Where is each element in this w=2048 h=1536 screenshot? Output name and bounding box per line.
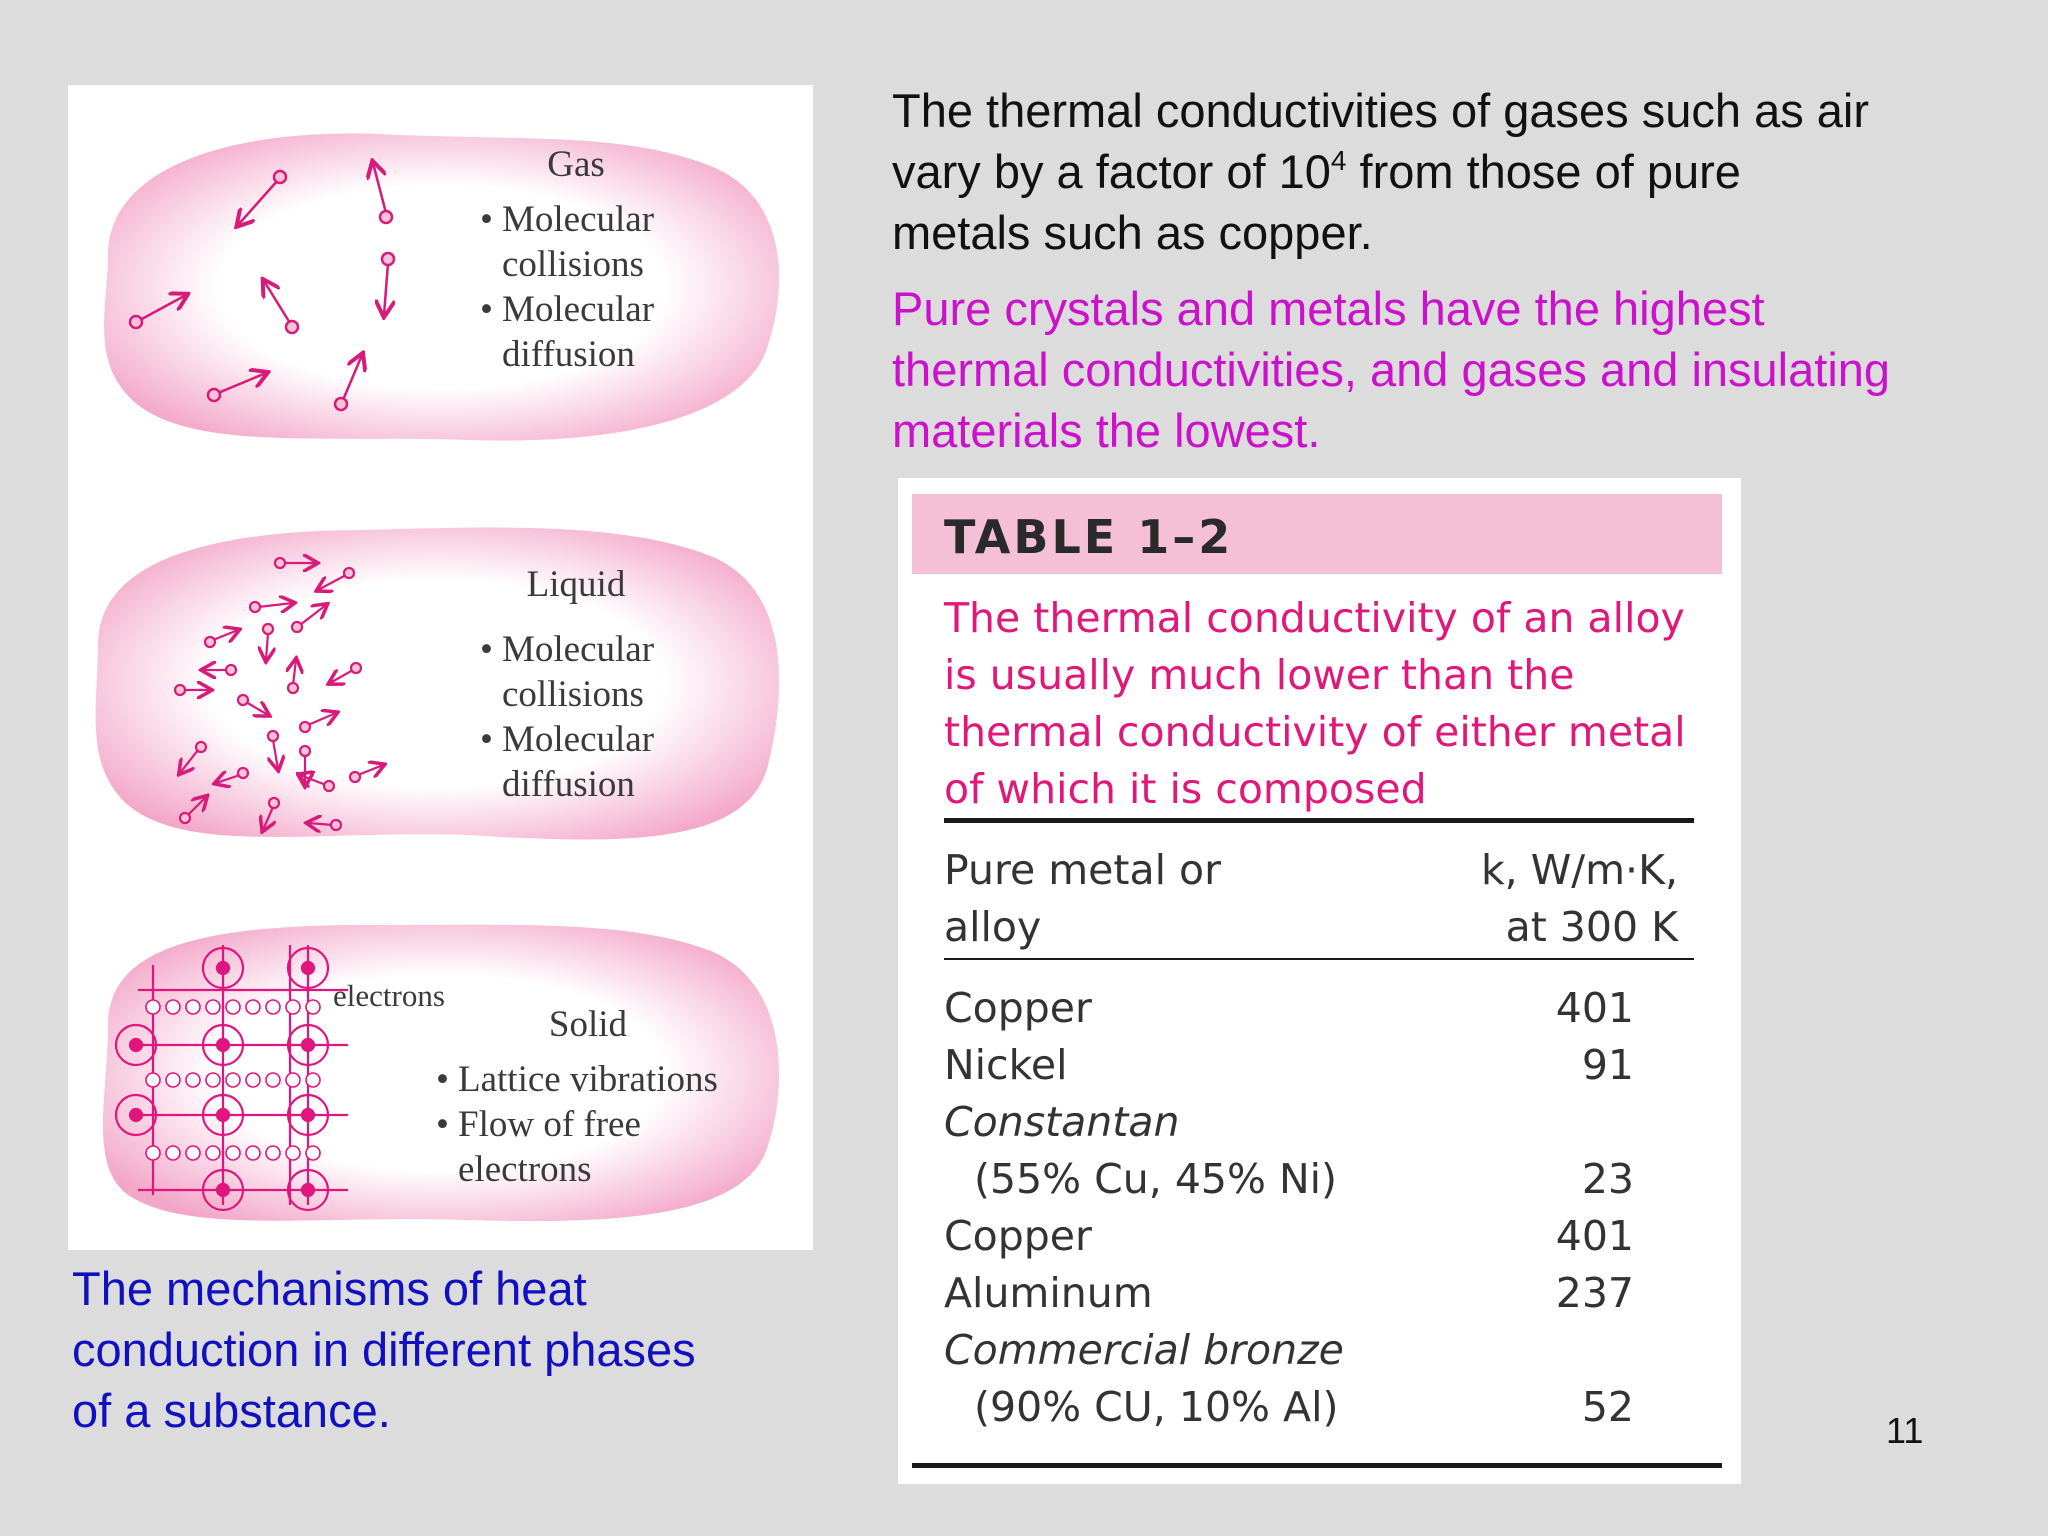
liquid-title: Liquid	[526, 564, 626, 605]
column-header-k	[1468, 842, 1678, 956]
table-row	[944, 1265, 1634, 1322]
column-header-material-line1: Pure metal or	[944, 846, 1221, 894]
row-value: 91	[1581, 1041, 1634, 1089]
gas-mechanism-list	[480, 197, 740, 377]
column-header-material	[944, 842, 1221, 956]
highlight-text: Pure crystals and metals have the highest thermal conductivities, and gases and insulating materials the lowest.	[892, 282, 1891, 457]
table-top-rule	[944, 818, 1694, 823]
column-header-k-line2: at 300 K	[1505, 903, 1678, 951]
row-value	[1514, 1094, 1634, 1151]
table-row	[944, 980, 1634, 1037]
phase-conduction-figure	[68, 85, 813, 1250]
table-row	[944, 1151, 1634, 1208]
intro-text	[892, 80, 1892, 263]
gas-title: Gas	[547, 144, 605, 185]
table-row	[944, 1037, 1634, 1094]
solid-item-2: • Flow of free electrons	[436, 1102, 776, 1192]
table-row	[944, 1322, 1634, 1379]
liquid-item-2: • Molecular diffusion	[480, 717, 740, 807]
row-value	[1514, 1322, 1634, 1379]
row-name: Copper	[944, 1212, 1092, 1260]
gas-item-2: • Molecular diffusion	[480, 287, 740, 377]
solid-item-1: • Lattice vibrations	[436, 1057, 776, 1102]
electrons-label: electrons	[333, 978, 445, 1013]
row-value: 401	[1555, 1212, 1634, 1260]
intro-exponent: 4	[1330, 145, 1347, 176]
page-number: 11	[1886, 1410, 1924, 1451]
liquid-item-1: • Molecular collisions	[480, 627, 740, 717]
row-name: Copper	[944, 984, 1092, 1032]
figure-caption: The mechanisms of heat conduction in different phases of a substance.	[72, 1262, 696, 1437]
table-description: The thermal conductivity of an alloy is usually much lower than the thermal conductivity of either metal of which it is composed	[944, 594, 1686, 813]
table-row	[944, 1379, 1634, 1436]
solid-title: Solid	[548, 1004, 628, 1045]
row-name: Constantan	[944, 1098, 1180, 1146]
table-header-rule	[944, 958, 1694, 960]
row-name: (55% Cu, 45% Ni)	[974, 1155, 1338, 1203]
row-value: 401	[1555, 984, 1634, 1032]
table-bottom-rule	[912, 1463, 1722, 1468]
solid-mechanism-list	[436, 1057, 776, 1192]
row-value: 23	[1581, 1155, 1634, 1203]
row-name: (90% CU, 10% Al)	[974, 1383, 1339, 1431]
intro-text-part1: The thermal conductivities of gases such as air vary by a factor of 10	[892, 84, 1870, 198]
table-row	[944, 1208, 1634, 1265]
column-header-k-line1: k, W/m·K,	[1480, 846, 1678, 894]
gas-item-1: • Molecular collisions	[480, 197, 740, 287]
table-rows	[944, 980, 1634, 1436]
intro-text-part2: from those of pure metals such as copper.	[892, 145, 1741, 259]
row-name: Commercial bronze	[944, 1326, 1344, 1374]
liquid-mechanism-list	[480, 627, 740, 807]
row-name: Nickel	[944, 1041, 1068, 1089]
table-row	[944, 1094, 1634, 1151]
column-header-material-line2: alloy	[944, 903, 1042, 951]
row-value: 237	[1555, 1269, 1634, 1317]
row-name: Aluminum	[944, 1269, 1153, 1317]
table-header: TABLE 1–2	[944, 510, 1234, 564]
row-value: 52	[1581, 1383, 1634, 1431]
conductivity-table	[898, 478, 1741, 1484]
